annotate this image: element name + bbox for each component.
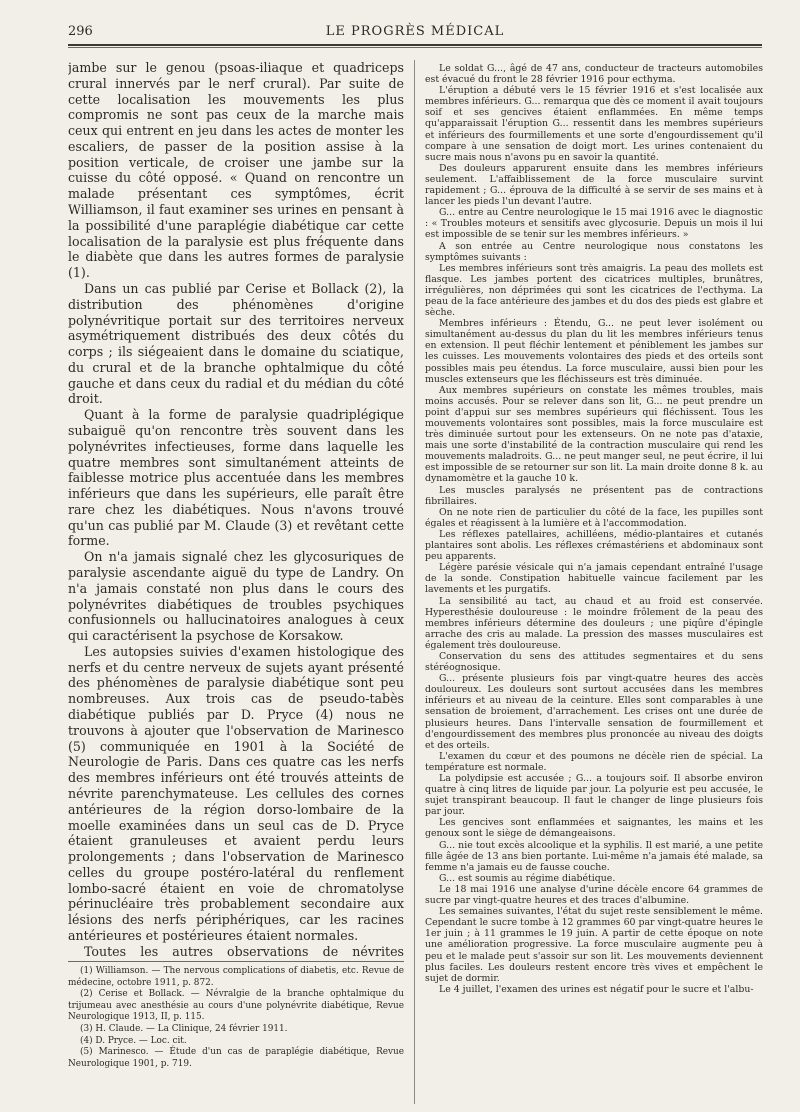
paragraph: Conservation du sens des attitudes segmentaires et du sens stéréognosique. [425, 650, 763, 674]
paragraph: L'éruption a débuté vers le 15 février 1916 et s'est localisée aux membres inférieurs. G... remarqua que dès ce moment il avait toujours soif et ses gencives étaient enflammées. En même temps qu'apparaissait l'éruption G... ressentit dans les membres supérieurs et inférieurs des fourmillements et une sorte d'engourdissement qu'il compare à une sensation de doigt mort. Les urines contenaient du sucre mais nous n'avons pu en savoir la quantité. [425, 85, 763, 163]
left-column [68, 60, 404, 960]
journal-title: LE PROGRÈS MÉDICAL [325, 24, 505, 39]
paragraph: Aux membres supérieurs on constate les mêmes troubles, mais moins accusés. Pour se relever dans son lit, G... ne peut prendre un point d'appui sur ses membres supérieurs qui fléchissent. Tous les mouvements volontaires sont possibles, mais la force musculaire est très diminuée surtout pour les extenseurs. On ne note pas d'ataxie, mais une sorte d'instabilité de la contraction musculaire qui rend les mouvements maladroits. G... ne peut manger seul, ne peut écrire, il lui est impossible de se retourner sur son lit. La main droite donne 8 k. au dynamomètre et la gauche 10 k. [425, 384, 763, 485]
paragraph: G... nie tout excès alcoolique et la syphilis. Il est marié, a une petite fille âgée de 13 ans bien portante. Lui-même n'a jamais été malade, sa femme n'a jamais eu de fausse couche. [425, 839, 763, 873]
paragraph: Les autopsies suivies d'examen histologique des nerfs et du centre nerveux de sujets ayant présenté des phénomènes de paralysie diabétique sont peu nombreuses. Aux trois cas de pseudo-tabès diabétique publiés par D. Pryce (4) nous ne trouvons à ajouter que l'observation de Marinesco (5) communiquée en 1901 à la Société de Neurologie de Paris. Dans ces quatre cas les nerfs des membres inférieurs ont été trouvés atteints de névrite parenchymateuse. Les cellules des cornes antérieures de la région dorso-lombaire de la moelle examinées dans un seul cas de D. Pryce étaient granuleuses et avaient perdu leurs prolongements ; dans l'observation de Marinesco celles du groupe postéro-latéral du renflement lombo-sacré étaient en voie de chromatolyse périnucléaire très probablement secondaire aux lésions des nerfs périphériques, car les racines antérieures et postérieures étaient normales. [68, 643, 404, 943]
paragraph: La sensibilité au tact, au chaud et au froid est conservée. Hyperesthésie douloureuse : le moindre frôlement de la peau des membres inférieurs détermine des douleurs ; une piqûre d'épingle arrache des cris au malade. La pression des masses musculaires est également très douloureuse. [425, 595, 763, 651]
footnote-rule [68, 961, 404, 962]
paragraph: Les semaines suivantes, l'état du sujet reste sensiblement le même. Cependant le sucre tombe à 12 grammes 60 par vingt-quatre heures le 1er juin ; à 11 grammes le 19 juin. A partir de cette époque on note une amélioration progressive. La force musculaire augmente peu à peu et le malade peut s'assoir sur son lit. Les mouvements deviennent plus faciles. Les douleurs restent encore très vives et empêchent le sujet de dormir. [425, 906, 763, 984]
paragraph: Les membres inférieurs sont très amaigris. La peau des mollets est flasque. Les jambes portent des cicatrices multiples, brunâtres, irrégulières, non déprimées qui sont les cicatrices de l'ecthyma. La peau de la face antérieure des jambes et du dos des pieds est glabre et sèche. [425, 262, 763, 319]
paragraph: Dans un cas publié par Cerise et Bollack (2), la distribution des phénomènes d'origine polynévritique portait sur des territoires nerveux asymétriquement distribués des deux côtés du corps ; ils siégeaient dans le domaine du sciatique, du crural et de la branche ophtalmique du côté gauche et dans ceux du radial et du médian du côté droit. [68, 280, 404, 407]
paragraph: Le 18 mai 1916 une analyse d'urine décèle encore 64 grammes de sucre par vingt-quatre heures et des traces d'albumine. [425, 883, 763, 907]
paragraph: On ne note rien de particulier du côté de la face, les pupilles sont égales et réagissent à la lumière et à l'accommodation. [425, 506, 763, 529]
paragraph: Membres inférieurs : Étendu, G... ne peut lever isolément ou simultanément au-dessus du plan du lit les membres inférieurs tenus en extension. Il peut fléchir lentement et péniblement les jambes sur les cuisses. Les mouvements volontaires des pieds et des orteils sont possibles mais peu étendus. La force musculaire, aussi bien pour les muscles extenseurs que les fléchisseurs est très diminuée. [425, 318, 763, 385]
right-column [425, 63, 763, 1103]
paragraph: Toutes les autres observations de névrites [84, 943, 404, 959]
header-rule-thin [68, 47, 762, 48]
footnotes [68, 966, 404, 1106]
paragraph: Les réflexes patellaires, achilléens, médio-plantaires et cutanés plantaires sont abolis. Les réflexes crémastériens et abdominaux sont peu apparents. [425, 528, 763, 563]
paragraph: Le 4 juillet, l'examen des urines est négatif pour le sucre et l'albu- [439, 983, 754, 995]
paragraph: Des douleurs apparurent ensuite dans les membres inférieurs seulement. L'affaiblissement de la force musculaire survint rapidement ; G... éprouva de la difficulté à se servir de ses mains et à lancer les pieds l'un devant l'autre. [425, 162, 763, 208]
running-header [68, 18, 762, 40]
footnote: (3) H. Claude. — La Clinique, 24 février 1911. [80, 1023, 288, 1034]
paragraph: G... entre au Centre neurologique le 15 mai 1916 avec le diagnostic : « Troubles moteurs et sensitifs avec glycosurie. Depuis un mois il lui est impossible de se tenir sur les membres inférieurs. » [425, 207, 763, 241]
footnote: (4) D. Pryce. — Loc. cit. [80, 1035, 187, 1046]
paragraph: A son entrée au Centre neurologique nous constatons les symptômes suivants : [425, 240, 763, 263]
paragraph: Le soldat G..., âgé de 47 ans, conducteur de tracteurs automobiles est évacué du front le 28 février 1916 pour ecthyma. [425, 63, 763, 86]
paragraph: jambe sur le genou (psoas-iliaque et quadriceps crural innervés par le nerf crural). Par suite de cette localisation les mouvements les plus compromis ne sont pas ceux de la marche mais ceux qui entrent en jeu dans les actes de monter les escaliers, de passer de la position assise à la position verticale, de croiser une jambe sur la cuisse du côté opposé. « Quand on rencontre un malade présentant ces symptômes, écrit Williamson, il faut examiner ses urines en pensant à la possibilité d'une paraplégie diabétique car cette localisation de la paralysie est plus fréquente dans le diabète que dans les autres formes de paralysie (1). [68, 60, 404, 281]
column-divider [414, 60, 415, 1104]
paragraph: La polydipsie est accusée ; G... a toujours soif. Il absorbe environ quatre à cinq litres de liquide par jour. La polyurie est peu accusée, le sujet transpirant beaucoup. Il faut le changer de linge plusieurs fois par jour. [425, 773, 763, 818]
paragraph: Les muscles paralysés ne présentent pas de contractions fibrillaires. [425, 484, 763, 507]
footnote: (2) Cerise et Bollack. — Névralgie de la branche ophtalmique du trijumeau avec anesthésie au cours d'une polynévrite diabétique, Revue Neurologique 1913, II, p. 115. [68, 989, 404, 1023]
footnote: (1) Williamson. — The nervous complications of diabetis, etc. Revue de médecine, octobre 1911, p. 872. [68, 966, 404, 988]
paragraph: Légère parésie vésicale qui n'a jamais cependant entraîné l'usage de la sonde. Constipation habituelle vaincue facilement par les lavements et les purgatifs. [425, 562, 763, 596]
footnote: (5) Marinesco. — Étude d'un cas de paraplégie diabétique, Revue Neurologique 1901, p. 719. [68, 1047, 404, 1069]
paragraph: Quant à la forme de paralysie quadriplégique subaiguë qu'on rencontre très souvent dans les polynévrites infectieuses, forme dans laquelle les quatre membres sont simultanément atteints de faiblesse motrice plus accentuée dans les membres inférieurs que dans les supérieurs, elle paraît être rare chez les diabétiques. Nous n'avons trouvé qu'un cas publié par M. Claude (3) et revêtant cette forme. [68, 407, 404, 549]
paragraph: Les gencives sont enflammées et saignantes, les mains et les genoux sont le siège de démangeaisons. [425, 817, 763, 840]
paragraph: G... est soumis au régime diabétique. [439, 872, 616, 884]
header-rule [68, 44, 762, 46]
page-number: 296 [68, 24, 93, 39]
paragraph: On n'a jamais signalé chez les glycosuriques de paralysie ascendante aiguë du type de Landry. On n'a jamais constaté non plus dans le cours des polynévrites diabétiques de troubles psychiques confusionnels ou hallucinatoires analogues à ceux qui caractérisent la psychose de Korsakow. [68, 549, 404, 644]
paragraph: L'examen du cœur et des poumons ne décèle rien de spécial. La température est normale. [425, 750, 763, 773]
paragraph: G... présente plusieurs fois par vingt-quatre heures des accès douloureux. Les douleurs sont surtout accusées dans les membres inférieurs et au niveau de la ceinture. Elles sont comparables à une sensation de broiement, d'arrachement. Les crises ont une durée de plusieurs heures. Dans l'intervalle sensation de fourmillement et d'engourdissement des membres plus prononcée au niveau des doigts et des orteils. [425, 673, 763, 751]
